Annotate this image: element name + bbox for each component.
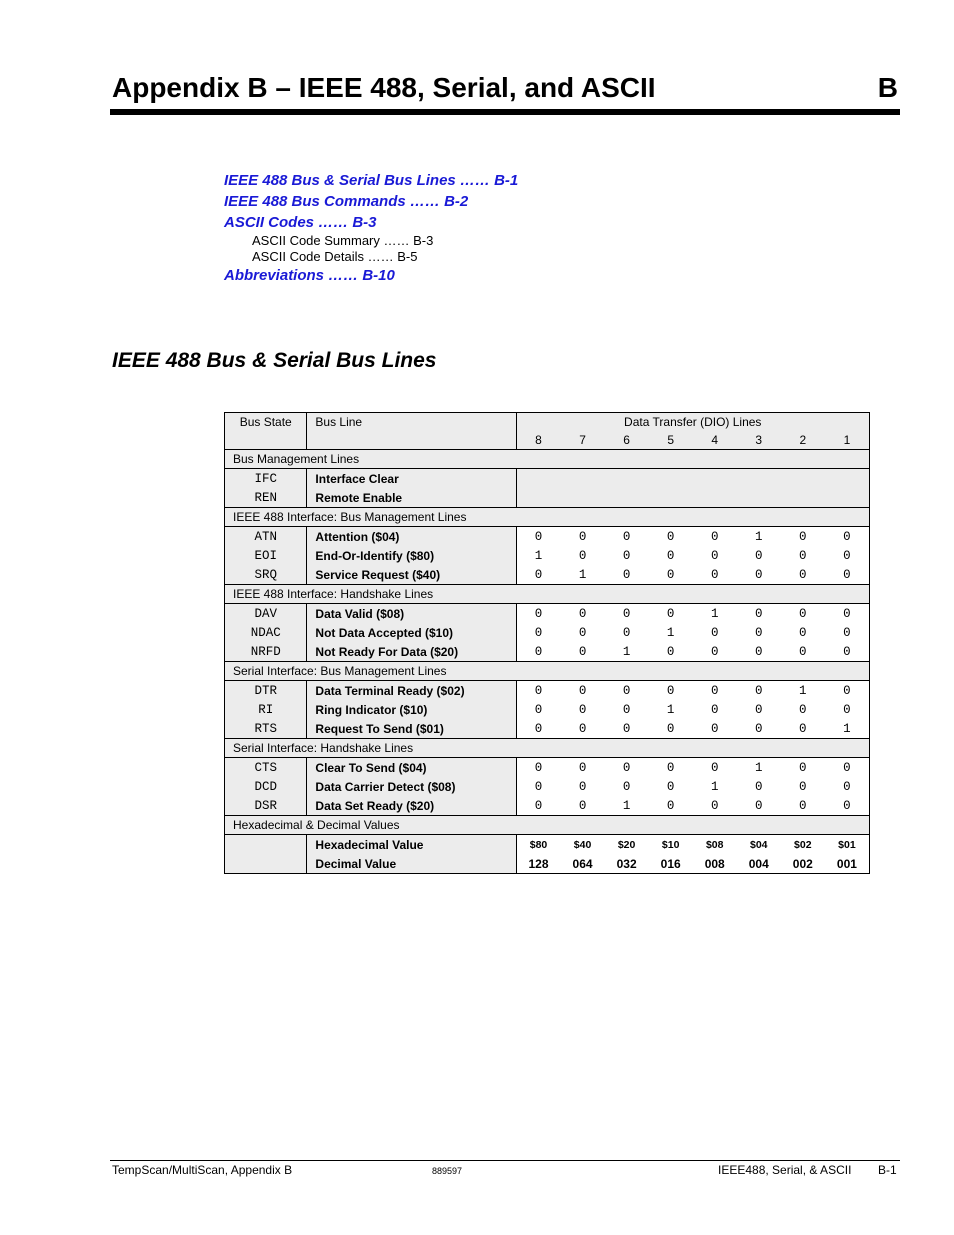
- hex-value-cell: $80: [529, 838, 548, 851]
- toc-subentry: ASCII Code Details …… B-5: [252, 249, 418, 264]
- hex-row: [225, 835, 870, 855]
- bit-value-cell: 0: [710, 625, 719, 640]
- header-bit: 5: [649, 431, 693, 450]
- toc-subentry: ASCII Code Summary …… B-3: [252, 233, 434, 248]
- empty-state-cell: [225, 835, 307, 874]
- header-bit: 8: [516, 431, 561, 450]
- bus-state-cell: REN: [225, 488, 307, 508]
- bit-value-cell: 0: [710, 721, 719, 736]
- bit-value-cell: 1: [622, 644, 631, 659]
- bit-value-cell: 1: [710, 779, 719, 794]
- bit-value-cell: 0: [622, 529, 631, 544]
- bus-state-cell: EOI: [225, 546, 307, 565]
- bit-value-cell: 0: [622, 567, 631, 582]
- bus-state-cell: DTR: [225, 681, 307, 701]
- section-title: Serial Interface: Bus Management Lines: [225, 662, 870, 681]
- table-row: [225, 604, 870, 624]
- bit-value-cell: 0: [755, 625, 763, 640]
- dec-row: [225, 854, 870, 874]
- bit-value-cell: 0: [799, 529, 807, 544]
- footer-rule: [110, 1160, 900, 1161]
- bus-state-cell: RI: [225, 700, 307, 719]
- section-title: Hexadecimal & Decimal Values: [225, 816, 870, 835]
- dec-value-cell: 002: [781, 854, 825, 874]
- bit-value-cell: 0: [666, 548, 675, 563]
- bit-value-cell: 0: [755, 779, 763, 794]
- bit-value-cell: 0: [755, 683, 763, 698]
- hex-label: Hexadecimal Value: [307, 835, 516, 855]
- bus-line-cell: Data Terminal Ready ($02): [307, 681, 516, 701]
- bit-value-cell: 0: [666, 529, 675, 544]
- hex-value-cell: $40: [573, 838, 592, 851]
- section-row: [225, 508, 870, 527]
- bit-value-cell: 0: [534, 702, 543, 717]
- bit-value-cell: 0: [578, 760, 587, 775]
- header-bus-state: Bus State: [225, 413, 307, 450]
- bus-line-cell: Ring Indicator ($10): [307, 700, 516, 719]
- bit-value-cell: 0: [534, 721, 543, 736]
- bit-value-cell: 0: [622, 625, 631, 640]
- bit-value-cell: 0: [825, 546, 870, 565]
- bit-value-cell: 0: [666, 567, 675, 582]
- toc-link[interactable]: ASCII Codes …… B-3: [224, 214, 377, 231]
- bit-value-cell: 0: [755, 567, 763, 582]
- bus-state-cell: RTS: [225, 719, 307, 739]
- bit-value-cell: 0: [799, 798, 807, 813]
- bit-value-cell: 0: [755, 606, 763, 621]
- hex-value-cell: $01: [825, 835, 870, 855]
- bit-value-cell: 1: [666, 625, 675, 640]
- section-title: Bus Management Lines: [225, 450, 870, 469]
- bus-line-cell: Request To Send ($01): [307, 719, 516, 739]
- bit-value-cell: 0: [710, 644, 719, 659]
- bus-state-cell: DCD: [225, 777, 307, 796]
- bus-state-cell: DAV: [225, 604, 307, 624]
- bit-value-cell: 0: [534, 683, 543, 698]
- bus-state-cell: IFC: [225, 469, 307, 489]
- bit-value-cell: 1: [534, 548, 543, 563]
- bit-value-cell: 0: [799, 721, 807, 736]
- bit-value-cell: 0: [710, 529, 719, 544]
- bit-value-cell: 0: [825, 796, 870, 816]
- bus-line-cell: Data Set Ready ($20): [307, 796, 516, 816]
- header-bit: 1: [825, 431, 870, 450]
- table-row: [225, 623, 870, 642]
- bit-value-cell: 1: [578, 567, 587, 582]
- hex-value-cell: $04: [749, 838, 768, 851]
- dec-value-cell: 064: [561, 854, 605, 874]
- bus-line-cell: Attention ($04): [307, 527, 516, 547]
- bit-value-cell: 1: [825, 719, 870, 739]
- bit-value-cell: 0: [666, 721, 675, 736]
- footer-center: 889597: [432, 1166, 463, 1176]
- bus-state-cell: DSR: [225, 796, 307, 816]
- appendix-letter: B: [877, 72, 898, 103]
- bit-value-cell: 0: [755, 702, 763, 717]
- table-row: [225, 546, 870, 565]
- bit-value-cell: 0: [666, 606, 675, 621]
- dec-value-cell: 008: [693, 854, 737, 874]
- bit-value-cell: 0: [578, 779, 587, 794]
- bus-state-cell: CTS: [225, 758, 307, 778]
- bit-value-cell: 0: [666, 798, 675, 813]
- bit-value-cell: 0: [666, 779, 675, 794]
- bit-value-cell: 0: [799, 567, 807, 582]
- bit-value-cell: 0: [799, 625, 807, 640]
- bit-value-cell: 1: [710, 606, 719, 621]
- section-row: [225, 739, 870, 758]
- bit-value-cell: 0: [825, 758, 870, 778]
- page-header: [112, 70, 898, 110]
- bit-value-cell: 0: [799, 779, 807, 794]
- bit-value-cell: 0: [710, 548, 719, 563]
- bit-value-cell: 0: [799, 644, 807, 659]
- bit-value-cell: 1: [666, 702, 675, 717]
- bit-value-cell: 0: [825, 681, 870, 701]
- bit-value-cell: 0: [755, 798, 763, 813]
- table-row: [225, 758, 870, 778]
- section-title: IEEE 488 Interface: Handshake Lines: [225, 585, 870, 604]
- bit-value-cell: 0: [534, 625, 543, 640]
- bit-value-cell: 0: [534, 606, 543, 621]
- bit-value-cell: 0: [578, 683, 587, 698]
- bus-line-cell: Data Valid ($08): [307, 604, 516, 624]
- bit-value-cell: 0: [825, 527, 870, 547]
- bit-value-cell: 0: [666, 644, 675, 659]
- section-row: [225, 450, 870, 469]
- dec-value-cell: 001: [825, 854, 870, 874]
- bus-state-cell: NRFD: [225, 642, 307, 662]
- bit-value-cell: 0: [534, 567, 543, 582]
- section-row: [225, 662, 870, 681]
- bit-value-cell: 0: [825, 623, 870, 642]
- bit-value-cell: 0: [622, 683, 631, 698]
- dec-label: Decimal Value: [307, 854, 516, 874]
- bus-line-cell: Service Request ($40): [307, 565, 516, 585]
- bit-value-cell: 1: [755, 760, 763, 775]
- bit-value-cell: 0: [825, 777, 870, 796]
- dec-value-cell: 032: [605, 854, 649, 874]
- bit-value-cell: 0: [710, 798, 719, 813]
- bit-value-cell: 0: [710, 567, 719, 582]
- bus-state-cell: ATN: [225, 527, 307, 547]
- bit-value-cell: 0: [710, 683, 719, 698]
- toc-link[interactable]: Abbreviations …… B-10: [224, 267, 395, 284]
- bit-value-cell: 0: [799, 702, 807, 717]
- dec-value-cell: 128: [516, 854, 561, 874]
- bus-line-cell: Clear To Send ($04): [307, 758, 516, 778]
- bit-value-cell: 0: [825, 642, 870, 662]
- header-bit: 4: [693, 431, 737, 450]
- bit-value-cell: 0: [622, 721, 631, 736]
- bus-line-cell: Not Ready For Data ($20): [307, 642, 516, 662]
- bit-value-cell: 0: [825, 700, 870, 719]
- bit-value-cell: 0: [755, 548, 763, 563]
- footer-page: B-1: [878, 1163, 897, 1177]
- hex-value-cell: $20: [617, 838, 636, 851]
- bit-value-cell: 0: [578, 625, 587, 640]
- bit-value-cell: 0: [755, 721, 763, 736]
- bit-value-cell: 0: [622, 779, 631, 794]
- bit-value-cell: 0: [534, 779, 543, 794]
- header-bit: 6: [605, 431, 649, 450]
- bit-value-cell: 0: [666, 683, 675, 698]
- bit-value-cell: 1: [799, 683, 807, 698]
- dec-value-cell: 016: [649, 854, 693, 874]
- section-title: Serial Interface: Handshake Lines: [225, 739, 870, 758]
- table-row: [225, 777, 870, 796]
- bit-value-cell: 0: [534, 760, 543, 775]
- bit-value-cell: 0: [799, 548, 807, 563]
- dec-value-cell: 004: [737, 854, 781, 874]
- bus-line-cell: Interface Clear: [307, 469, 516, 489]
- bit-value-cell: 0: [755, 644, 763, 659]
- hex-value-cell: $02: [794, 838, 812, 851]
- page-title: Appendix B – IEEE 488, Serial, and ASCII: [112, 72, 656, 103]
- bit-value-cell: 0: [622, 606, 631, 621]
- bit-value-cell: 0: [578, 798, 587, 813]
- bus-state-cell: SRQ: [225, 565, 307, 585]
- header-dio: Data Transfer (DIO) Lines: [516, 413, 870, 432]
- bit-value-cell: 0: [578, 529, 587, 544]
- hex-value-cell: $08: [705, 838, 724, 851]
- bit-value-cell: 0: [578, 644, 587, 659]
- header-bit: 2: [781, 431, 825, 450]
- footer-left: TempScan/MultiScan, Appendix B: [112, 1163, 293, 1177]
- table-row: [225, 642, 870, 662]
- bit-value-cell: 0: [622, 760, 631, 775]
- header-bit: 7: [561, 431, 605, 450]
- bit-value-cell: 0: [710, 760, 719, 775]
- bus-lines-table: [224, 412, 870, 874]
- bus-line-cell: End-Or-Identify ($80): [307, 546, 516, 565]
- bit-value-cell: 0: [710, 702, 719, 717]
- table-header-row: [225, 413, 870, 432]
- bit-value-cell: 0: [578, 702, 587, 717]
- section-title: IEEE 488 Interface: Bus Management Lines: [225, 508, 870, 527]
- bit-value-cell: 0: [825, 604, 870, 624]
- bit-value-cell: 0: [799, 606, 807, 621]
- bus-line-cell: Not Data Accepted ($10): [307, 623, 516, 642]
- bit-value-cell: 1: [755, 529, 763, 544]
- empty-bits-cell: [516, 469, 870, 508]
- section-row: [225, 585, 870, 604]
- title-rule: [110, 109, 900, 115]
- bit-value-cell: 0: [622, 702, 631, 717]
- toc-link[interactable]: IEEE 488 Bus Commands …… B-2: [224, 193, 469, 210]
- bit-value-cell: 1: [622, 798, 631, 813]
- bit-value-cell: 0: [534, 644, 543, 659]
- header-bus-line: Bus Line: [307, 413, 516, 450]
- bit-value-cell: 0: [622, 548, 631, 563]
- toc-link[interactable]: IEEE 488 Bus & Serial Bus Lines …… B-1: [224, 172, 519, 189]
- bit-value-cell: 0: [534, 798, 543, 813]
- header-bit: 3: [737, 431, 781, 450]
- bit-value-cell: 0: [666, 760, 675, 775]
- bit-value-cell: 0: [578, 548, 587, 563]
- bus-line-cell: Data Carrier Detect ($08): [307, 777, 516, 796]
- bit-value-cell: 0: [534, 529, 543, 544]
- table-of-contents: [224, 170, 518, 286]
- bit-value-cell: 0: [578, 606, 587, 621]
- footer-right: IEEE488, Serial, & ASCII: [718, 1163, 852, 1177]
- section-heading: IEEE 488 Bus & Serial Bus Lines: [112, 349, 437, 372]
- bus-state-cell: NDAC: [225, 623, 307, 642]
- bus-line-cell: Remote Enable: [307, 488, 516, 508]
- bit-value-cell: 0: [578, 721, 587, 736]
- section-row: [225, 816, 870, 835]
- table-row: [225, 469, 870, 489]
- table-row: [225, 719, 870, 739]
- table-row: [225, 681, 870, 701]
- hex-value-cell: $10: [661, 838, 680, 851]
- table-row: [225, 527, 870, 547]
- table-row: [225, 796, 870, 816]
- table-row: [225, 565, 870, 585]
- bit-value-cell: 0: [825, 565, 870, 585]
- bit-value-cell: 0: [799, 760, 807, 775]
- table-row: [225, 700, 870, 719]
